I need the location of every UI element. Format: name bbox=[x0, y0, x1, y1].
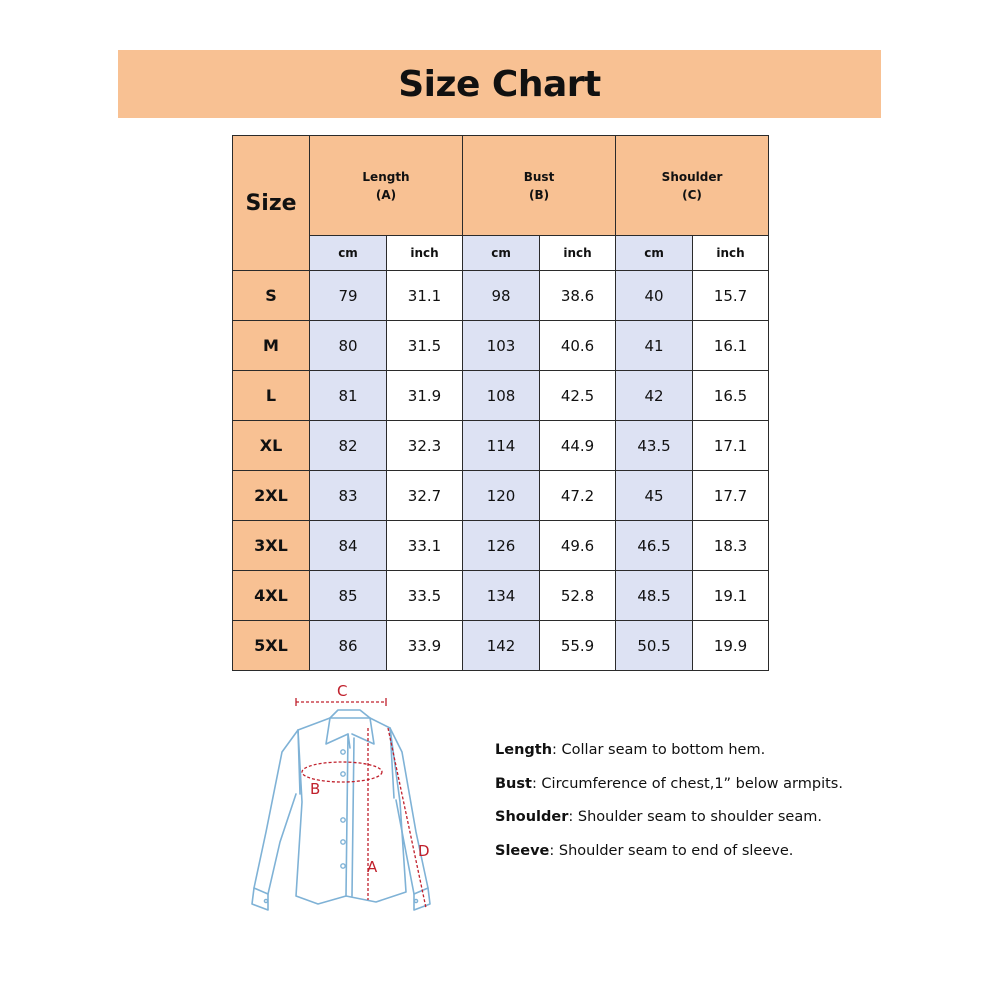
length-cm-cell: 86 bbox=[310, 621, 387, 671]
length-cm-cell: 85 bbox=[310, 571, 387, 621]
diagram-label-a: A bbox=[367, 858, 378, 876]
bust-cm-cell: 103 bbox=[463, 321, 540, 371]
length-cm-cell: 82 bbox=[310, 421, 387, 471]
table-row bbox=[233, 421, 769, 471]
length-inch-cell: 33.1 bbox=[387, 521, 463, 571]
table-row bbox=[233, 521, 769, 571]
table-row bbox=[233, 321, 769, 371]
bust-header-name: Bust bbox=[523, 169, 555, 184]
table-row bbox=[233, 571, 769, 621]
size-label: 5XL bbox=[233, 621, 310, 671]
shoulder-inch-cell: 17.7 bbox=[693, 471, 769, 521]
bust-cm-cell: 126 bbox=[463, 521, 540, 571]
shoulder-inch-cell: 16.5 bbox=[693, 371, 769, 421]
length-cm-unit: cm bbox=[310, 236, 387, 271]
bust-cm-cell: 142 bbox=[463, 621, 540, 671]
bust-cm-unit: cm bbox=[463, 236, 540, 271]
legend-term: Shoulder bbox=[495, 809, 569, 825]
length-inch-cell: 31.1 bbox=[387, 271, 463, 321]
shoulder-header-code: (C) bbox=[682, 187, 702, 202]
bust-cm-cell: 114 bbox=[463, 421, 540, 471]
shoulder-inch-cell: 19.1 bbox=[693, 571, 769, 621]
shoulder-cm-cell: 50.5 bbox=[616, 621, 693, 671]
length-cm-cell: 81 bbox=[310, 371, 387, 421]
title-banner bbox=[118, 50, 881, 118]
shoulder-inch-cell: 16.1 bbox=[693, 321, 769, 371]
length-cm-cell: 83 bbox=[310, 471, 387, 521]
measurement-legend bbox=[495, 742, 843, 876]
bust-cm-cell: 108 bbox=[463, 371, 540, 421]
table-row bbox=[233, 271, 769, 321]
shirt-outline bbox=[252, 710, 430, 910]
page-title: Size Chart bbox=[398, 63, 601, 105]
length-inch-cell: 31.9 bbox=[387, 371, 463, 421]
size-label: M bbox=[233, 321, 310, 371]
shoulder-cm-cell: 42 bbox=[616, 371, 693, 421]
bust-cm-cell: 98 bbox=[463, 271, 540, 321]
legend-desc: : Collar seam to bottom hem. bbox=[552, 742, 766, 758]
bust-header-code: (B) bbox=[528, 187, 550, 202]
shoulder-cm-cell: 40 bbox=[616, 271, 693, 321]
shoulder-inch-cell: 18.3 bbox=[693, 521, 769, 571]
diagram-label-d: D bbox=[418, 842, 430, 860]
shoulder-inch-cell: 17.1 bbox=[693, 421, 769, 471]
length-inch-unit: inch bbox=[387, 236, 463, 271]
bust-inch-cell: 44.9 bbox=[540, 421, 616, 471]
measurement-lines bbox=[296, 698, 426, 908]
size-label: XL bbox=[233, 421, 310, 471]
table-row bbox=[233, 371, 769, 421]
length-cm-cell: 80 bbox=[310, 321, 387, 371]
bust-inch-cell: 55.9 bbox=[540, 621, 616, 671]
length-header-name: Length bbox=[362, 169, 410, 184]
size-label: 2XL bbox=[233, 471, 310, 521]
size-table bbox=[232, 135, 769, 671]
length-cm-cell: 84 bbox=[310, 521, 387, 571]
size-label: 3XL bbox=[233, 521, 310, 571]
shoulder-inch-cell: 15.7 bbox=[693, 271, 769, 321]
legend-item-sleeve bbox=[495, 843, 843, 877]
length-inch-cell: 32.3 bbox=[387, 421, 463, 471]
table-row bbox=[233, 621, 769, 671]
bust-inch-unit: inch bbox=[540, 236, 616, 271]
shoulder-cm-cell: 43.5 bbox=[616, 421, 693, 471]
bust-inch-cell: 42.5 bbox=[540, 371, 616, 421]
shoulder-header-name: Shoulder bbox=[661, 169, 723, 184]
legend-term: Sleeve bbox=[495, 842, 550, 859]
shoulder-inch-unit: inch bbox=[693, 236, 769, 271]
shoulder-cm-unit: cm bbox=[616, 236, 693, 271]
length-inch-cell: 33.5 bbox=[387, 571, 463, 621]
legend-desc: : Circumference of chest,1” below armpits. bbox=[531, 775, 843, 792]
legend-item-bust bbox=[495, 776, 843, 810]
shirt-measurement-diagram bbox=[240, 682, 440, 922]
shoulder-cm-cell: 45 bbox=[616, 471, 693, 521]
legend-item-shoulder bbox=[495, 809, 843, 843]
length-header-code: (A) bbox=[375, 187, 397, 202]
size-label: S bbox=[233, 271, 310, 321]
bust-inch-cell: 52.8 bbox=[540, 571, 616, 621]
bust-inch-cell: 49.6 bbox=[540, 521, 616, 571]
size-label: L bbox=[233, 371, 310, 421]
table-row bbox=[233, 471, 769, 521]
shoulder-cm-cell: 46.5 bbox=[616, 521, 693, 571]
diagram-label-b: B bbox=[310, 780, 321, 798]
length-inch-cell: 31.5 bbox=[387, 321, 463, 371]
bust-inch-cell: 38.6 bbox=[540, 271, 616, 321]
legend-desc: : Shoulder seam to end of sleeve. bbox=[549, 842, 794, 859]
bust-cm-cell: 120 bbox=[463, 471, 540, 521]
bust-group-header bbox=[463, 136, 616, 236]
shoulder-cm-cell: 48.5 bbox=[616, 571, 693, 621]
length-cm-cell: 79 bbox=[310, 271, 387, 321]
legend-term: Bust bbox=[495, 775, 532, 792]
size-label: 4XL bbox=[233, 571, 310, 621]
legend-desc: : Shoulder seam to shoulder seam. bbox=[568, 809, 822, 825]
bust-inch-cell: 40.6 bbox=[540, 321, 616, 371]
shoulder-cm-cell: 41 bbox=[616, 321, 693, 371]
size-column-header: Size bbox=[233, 136, 310, 271]
shoulder-inch-cell: 19.9 bbox=[693, 621, 769, 671]
length-inch-cell: 33.9 bbox=[387, 621, 463, 671]
bust-cm-cell: 134 bbox=[463, 571, 540, 621]
shoulder-group-header bbox=[616, 136, 769, 236]
legend-item-length bbox=[495, 742, 843, 776]
length-inch-cell: 32.7 bbox=[387, 471, 463, 521]
bust-inch-cell: 47.2 bbox=[540, 471, 616, 521]
length-group-header bbox=[310, 136, 463, 236]
shirt-buttons bbox=[264, 750, 417, 903]
legend-term: Length bbox=[495, 742, 553, 758]
diagram-label-c: C bbox=[337, 682, 348, 700]
